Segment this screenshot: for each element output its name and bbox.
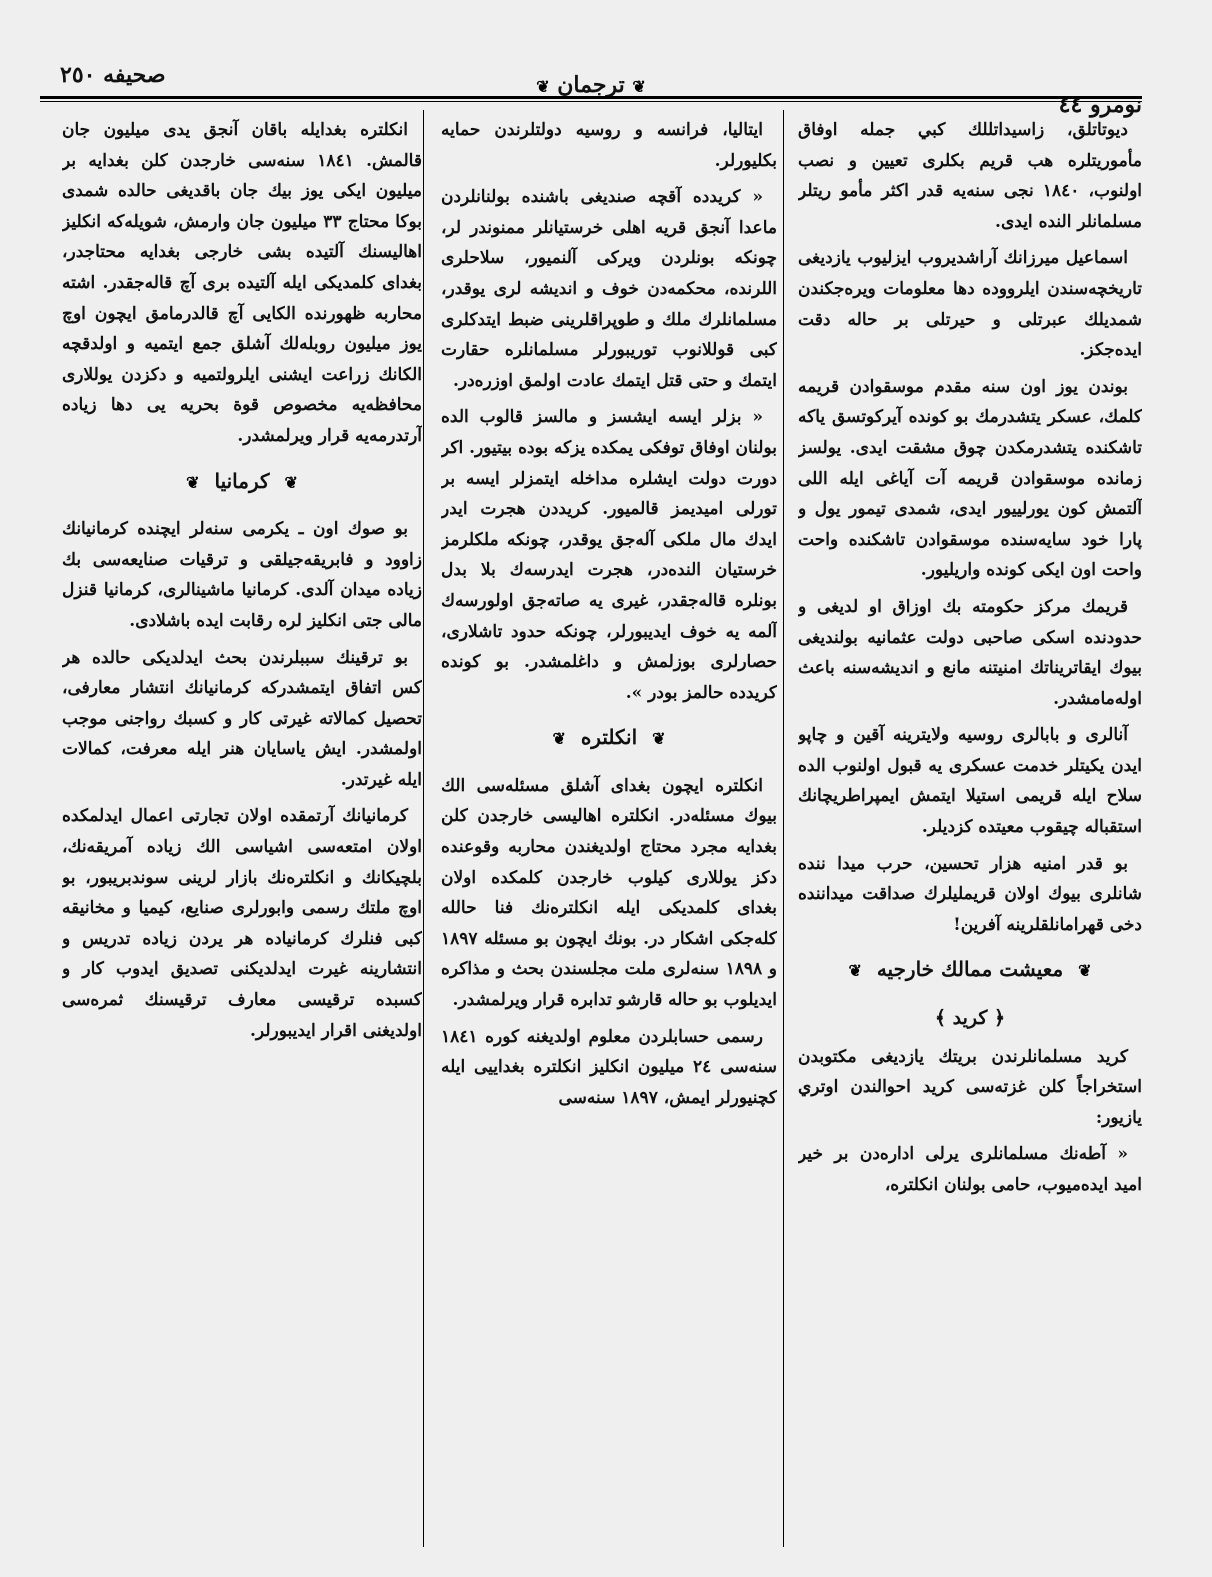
masthead-title-group [40, 72, 1142, 98]
paragraph: رسمى حسابلردن معلوم اولديغنه كوره ١٨٤١ سنه‌سى ٢٤ ميليون انكليز انكلتره بغداييى ايله كچنيورلر ايمش، ١٨٩٧ سنه‌سى [441, 1026, 777, 1108]
paragraph: انكلتره ايچون بغداى آشلق مسئله‌سى الك بيوك مسئله‌در. انكلتره اهاليسى خارجدن كلن بغدايه مجرد محتاج اولديغندن محاربه وقوعنده دكز يوللارى كيلوب خارجدن كلمكده اولان بغداى كلمديكى ايله انكلتره‌نك فنا حالله كله‌جكى اشكار در. بونك ايچون بو مسئله ١٨٩٧ و ١٨٩٨ سنه‌لرى ملت مجلسندن بحث و مذاكره ايديلوب بو حاله قارشو تدابره قرار ويرلمشدر. [441, 775, 777, 1011]
subsection-title: ﴿ كريد ﴾ [934, 1007, 1006, 1030]
paragraph: « بزلر ايسه ايشسز و مالسز قالوب الده بولنان اوفاق توفكى يمكده يزكه بوده بيتيور. اكر دورت دولت ايشلره مداخله ايتمزلر ايسه بر تورلى اميديمز قالميور. كريددن هجرت ايدر ايدك مال ملكى آله‌جق يوقدر، چونكه ملكلرمز خرستيان النده‌در، هجرت ايدرسه‌ك بلا بدل بونلره قاله‌جقدر، غيرى يه صاته‌جق اولورسه‌ك آلمه يه خوف ايديبورلر، چونكه حدود تاشلارى، حصارلرى بوزلمش و داغلمشدر. بو كونده كريدده حالمز بودر ». [441, 407, 777, 703]
column-right [798, 115, 1142, 1547]
issue-number: نومرو ٤٤ [1058, 92, 1142, 118]
ornament-icon: ❦ [536, 77, 550, 96]
paragraph: آنالرى و بابالرى روسيه ولايترينه آقين و چاپو ايدن يكيتلر خدمت عسكرى يه قبول اولنوب الده سلاح ايله قريمى استيلا ايتمش ايمپراطريچانك استقباله چيقوب معيتده كزديلر. [798, 725, 1142, 838]
ornament-icon: ❦ [1078, 961, 1092, 981]
paragraph: بو صوك اون ـ يكرمى سنه‌لر ايچنده كرمانيانك زاوود و فابريقه‌جيلقى و ترقيات صنايعه‌سى بك زياده ميدان آلدى. كرمانيا ماشينالرى، كرمانيا قنزل مالى جتى انكليز لره رقابت ايده باشلادى. [62, 519, 422, 631]
page-number: صحيفه ٢٥٠ [60, 62, 166, 88]
ornament-icon: ❦ [284, 472, 298, 492]
paragraph: كريد مسلمانلرندن بريتك يازديغى مكتوبدن استخراجاً كلن غزته‌سى كريد احوالندن اوتري يازيور: [798, 1046, 1142, 1128]
ornament-icon: ❦ [632, 77, 646, 96]
paragraph: اسماعيل ميرزانك آراشديروب ايزليوب يازديغى تاريخچه‌سندن ايلرووده دها معلومات ويره‌جكندن شمديلك عبرتلى و حيرتلى بر حاله دقت ايده‌جكز. [798, 248, 1142, 361]
column-middle [441, 115, 777, 1547]
section-heading [62, 466, 422, 499]
header-rule-thin [40, 101, 1142, 102]
paragraph: « كريدده آقچه صنديغى باشنده بولنانلردن ماعدا آنجق قريه اهلى خرستيانلر ممنوندر لر، چونكه بونلردن ويركى آلنميور، سلاحلرى اللرنده، محكمه‌دن خوف و انديشه لرى يوقدر، مسلمانلرك ملك و طوپراقلرينى ضبط ايتدكلرى كبى قوللانوب توريبورلر مسلمانلره حقارت ايتمك و حتى قتل ايتمك عادت اولمق اوزره‌در. [441, 187, 777, 391]
paragraph: بو ترقينك سببلرندن بحث ايدلديكى حالده هر كس اتفاق ايتمشدركه كرمانيانك انتشار معارفى، تحصيل كمالاته غيرتى كار و كسبك رواجنى موجب اولمشدر. ايش ياسايان هنر ايله معرفت، كمالات ايله غيرتدر. [62, 647, 422, 790]
ornament-icon: ❦ [848, 961, 862, 981]
paragraph: ايتاليا، فرانسه و روسيه دولتلرندن حمايه بكليورلر. [441, 120, 777, 171]
paragraph: انكلتره بغدايله باقان آنجق يدى ميليون جان قالمش. ١٨٤١ سنه‌سى خارجدن كلن بغدايه بر ميليون ايكى يوز بيك جان باقديغى حالده شمدى بوكا محتاج ٣٣ ميليون جان وارمش، شويله‌كه انكليز اهالیسنك آلتيده بشى خارجى بغدايه محتاجدر، بغداى كلمديكى ايله آلتيده برى آچ قاله‌جقدر. اشته محاربه ظهورنده الكايى آچ قالدرمامق ايچون اوچ يوز ميليون روبله‌لك آشلق جمع ايتميه و اولدقچه الكانك زراعت ايشنى ايلرولتميه و دكزدن يوللارى محافظه‌يه مخصوص قوة بحريه يى دها زياده آرتدرمه‌يه قرار ويرلمشدر. [62, 120, 422, 446]
section-title: كرمانيا [214, 468, 270, 493]
column-divider [423, 110, 424, 1547]
paragraph: بو قدر امنيه هزار تحسين، حرب ميدا ننده شانلرى بيوك اولان قريمليلرك صداقت ميداننده دخى قهرامانلقلرينه آفرين! [798, 853, 1142, 935]
section-title: انكلتره [580, 725, 638, 750]
column-left [62, 115, 422, 1547]
section-heading [798, 954, 1142, 987]
section-heading [441, 722, 777, 755]
paragraph: قريمك مركز حكومته بك اوزاق او لديغى و حدودنده اسكى صاحبى دولت عثمانيه بولنديغى بيوك ايقاتريناتك امنيتنه مانع و انديشه‌سنه باعث اوله‌مامشدر. [798, 596, 1142, 709]
paragraph: ديوتاتلق، زاسيداتللك كبي جمله اوفاق مأموريتلره هب قريم بكلرى تعيين و نصب اولنوب، ١٨٤٠ نجى سنه‌يه قدر اكثر مأمو ريتلر مسلمانلر النده ايدى. [798, 120, 1142, 232]
paragraph: « آطه‌نك مسلمانلرى يرلى اداره‌دن بر خير اميد ايده‌ميوب، حامى بولنان انكلتره، [798, 1144, 1142, 1195]
ornament-icon: ❦ [186, 472, 200, 492]
masthead-title: ترجمان [557, 72, 625, 98]
paragraph: كرمانيانك آرتمقده اولان تجارتى اعمال ايدلمكده اولان امتعه‌سى اشياسى الك زياده آمريقه‌نك، بلچيكانك و انكلتره‌نك بازار لرينى سوندبريبور، بو اوچ ملتك رسمى وابورلرى صنايع، كيميا و مخانيقه كبى فنلرك كرمانياده هر يردن زياده تدريس و انتشارينه غيرت ايدلديكنى تصديق ايدوب كار و كسبده ترقيسى معارف ترقيسنك ثمره‌سى اولديغنى اقرار ايديبورلر. [62, 806, 422, 1041]
paragraph: بوندن يوز اون سنه مقدم موسقوادن قريمه كلمك، عسكر يتشدرمك بو كونده آيركوتسق ياكه تاشكنده يتشدرمكدن چوق مشقت ايدى. يولسز زمانده موسقوادن قريمه آت آياغى ايله اللى آلتمش كون يورلييور ايدى، شمدى تيمور يول و پارا خود سايه‌سنده موسقوادن تاشكنده واحت واحت اون ايكى كونده واريليور. [798, 376, 1142, 581]
ornament-icon: ❦ [552, 729, 566, 749]
column-divider [783, 110, 784, 1547]
header-rule [40, 96, 1142, 99]
section-title: معيشت ممالك خارجيه [876, 957, 1064, 982]
ornament-icon: ❦ [652, 729, 666, 749]
